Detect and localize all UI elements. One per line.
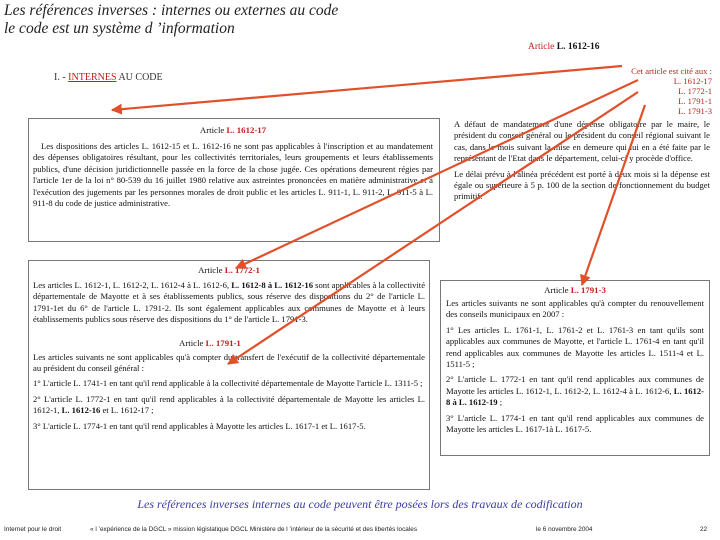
article-1612-16-para-1: A défaut de mandatement d'une dépense obligatoire par le maire, le président du conseil général ou le président du conseil régional suivant le cas, dans le mois suivant la mise en demeure qui lui en a été faite par le représentant de l'Etat dans le département, celui-ci y procède d'office.	[454, 119, 710, 164]
main-article-prefix: Article	[528, 42, 555, 52]
article-1791-3-text	[446, 298, 704, 435]
article-1612-16-para-2: Le délai prévu à l'alinéa précédent est porté à deux mois si la dépense est égale ou supérieure à 5 p. 100 de la section de fonctionnement du budget primitif.	[454, 168, 710, 202]
cited-by-label: Cet article est cité aux :	[631, 66, 712, 76]
slide-caption: Les références inverses internes au code peuvent être posées lors des travaux de codification	[137, 497, 583, 511]
title-line-1: Les références inverses : internes ou externes au code	[4, 2, 339, 19]
article-1772-1-link[interactable]: L. 1772-1	[224, 265, 260, 275]
article-1612-17-link[interactable]: L. 1612-17	[226, 125, 267, 135]
article-1612-17-header: Article L. 1612-17	[199, 125, 267, 135]
slide-title	[4, 2, 524, 38]
article-1791-1-item-1: 1° L'article L. 1741-1 en tant qu'il rend applicable à la collectivité départementale de Mayotte l'article L. 1311-5 ;	[33, 378, 423, 389]
footer-middle: « l ’expérience de la DGCL » mission législatique DGCL Ministère de l ’intérieur de la sécurité et des libertés locales	[90, 526, 418, 533]
section-heading: I. - INTERNES AU CODE	[54, 72, 163, 83]
cited-by-ref[interactable]: L. 1791-3	[678, 106, 712, 116]
article-1791-1-link[interactable]: L. 1791-1	[205, 337, 241, 348]
article-1791-3-item-2: 2° L'article L. 1772-1 en tant qu'il rend applicables aux communes de Mayotte les articles L. 1612-1, L. 1612-2, L. 1612-4 à L. 1612-6, L. 1612-8 à L. 1612-19 ;	[446, 374, 705, 408]
cited-by-ref[interactable]: L. 1791-1	[678, 96, 712, 106]
cited-by-ref[interactable]: L. 1612-17	[673, 76, 712, 86]
cited-by-ref[interactable]: L. 1772-1	[678, 86, 712, 96]
article-1772-1-box	[28, 260, 430, 490]
article-1612-16-text	[454, 119, 710, 207]
footer-page-number: 22	[700, 526, 708, 533]
article-1791-3-box	[440, 280, 710, 456]
article-1791-3-link[interactable]: L. 1791-3	[570, 285, 606, 295]
title-line-2: le code est un système d ’information	[4, 20, 235, 37]
article-1791-1-text	[33, 352, 425, 432]
article-1772-1-text: Les articles L. 1612-1, L. 1612-2, L. 1612-4 à L. 1612-6, L. 1612-8 à L. 1612-16 sont applicables à la collectivité départementale de Mayotte et à ses établissements publics, sous réserve des dispositions du 2° de l'article L. 1791-1et du 6° de l'article L. 1791-2. Ils sont également applicables aux communes de Mayotte et à leurs établissements publics sous réserve des dispositions du 1° de l'article L. 1791-3.	[33, 280, 426, 325]
footer-date: le 6 novembre 2004	[536, 526, 593, 533]
article-1772-1-header: Article L. 1772-1	[198, 265, 260, 275]
main-article-header	[528, 42, 600, 52]
article-1791-1-item-3: 3° L'article L. 1774-1 en tant qu'il rend applicables à Mayotte les articles L. 1617-1 et L. 1617-5.	[33, 420, 366, 431]
arrow-to-1612-17	[112, 66, 622, 110]
article-1791-1-intro: Les articles suivants ne sont applicables qu'à compter du transfert de l'exécutif de la collectivité départementale au président du conseil général :	[33, 351, 425, 374]
article-1791-3-intro: Les articles suivants ne sont applicables qu'à compter du renouvellement des conseils municipaux en 2007 :	[446, 298, 704, 320]
article-1791-1-header: Article L. 1791-1	[179, 337, 241, 348]
article-1791-3-item-1: 1° Les articles L. 1761-1, L. 1761-2 et L. 1761-3 en tant qu'ils sont applicables aux communes de Mayotte, et l'article L. 1761-4 en tant qu'il rend applicables aux communes de Mayotte les articles L. 1511-4 et L. 1511-5 ;	[446, 324, 704, 370]
cited-by-list	[560, 66, 712, 116]
article-1612-17-text: Les dispositions des articles L. 1612-15 et L. 1612-16 ne sont pas applicables à l'inscription et au mandatement des dépenses obligatoires résultant, pour les collectivités territoriales, leurs groupements et leurs établissements publics, d'une décision juridictionnelle passée en la force de la chose jugée. Ces opérations demeurent régies par l'article 1er de la loi n° 80-539 du 16 juillet 1980 relative aux astreintes prononcées en matière administrative et à l'exécution des jugements par les personnes morales de droit public et les articles L. 911-1, L. 911-2, L. 911-5 à L. 911-8 du code de justice administrative.	[33, 141, 433, 209]
article-1612-17-box	[28, 118, 440, 242]
article-1791-1-item-2: 2° L'article L. 1772-1 en tant qu'il rend applicables à la collectivité départementale de Mayotte les articles L. 1612-1, L. 1612-16 et L. 1612-17 ;	[33, 393, 425, 416]
article-1791-3-item-3: 3° L'article L. 1774-1 en tant qu'il rend applicables aux communes de Mayotte les articles L. 1617-1à L. 1617-5.	[446, 412, 704, 435]
footer-left: Internet pour le droit	[4, 526, 62, 533]
article-1772-1-bold-ref: L. 1612-8 à L. 1612-16	[231, 280, 313, 290]
article-1791-3-header: Article L. 1791-3	[544, 285, 606, 295]
main-article-number[interactable]: L. 1612-16	[556, 42, 600, 52]
section-internes: INTERNES	[68, 72, 117, 83]
